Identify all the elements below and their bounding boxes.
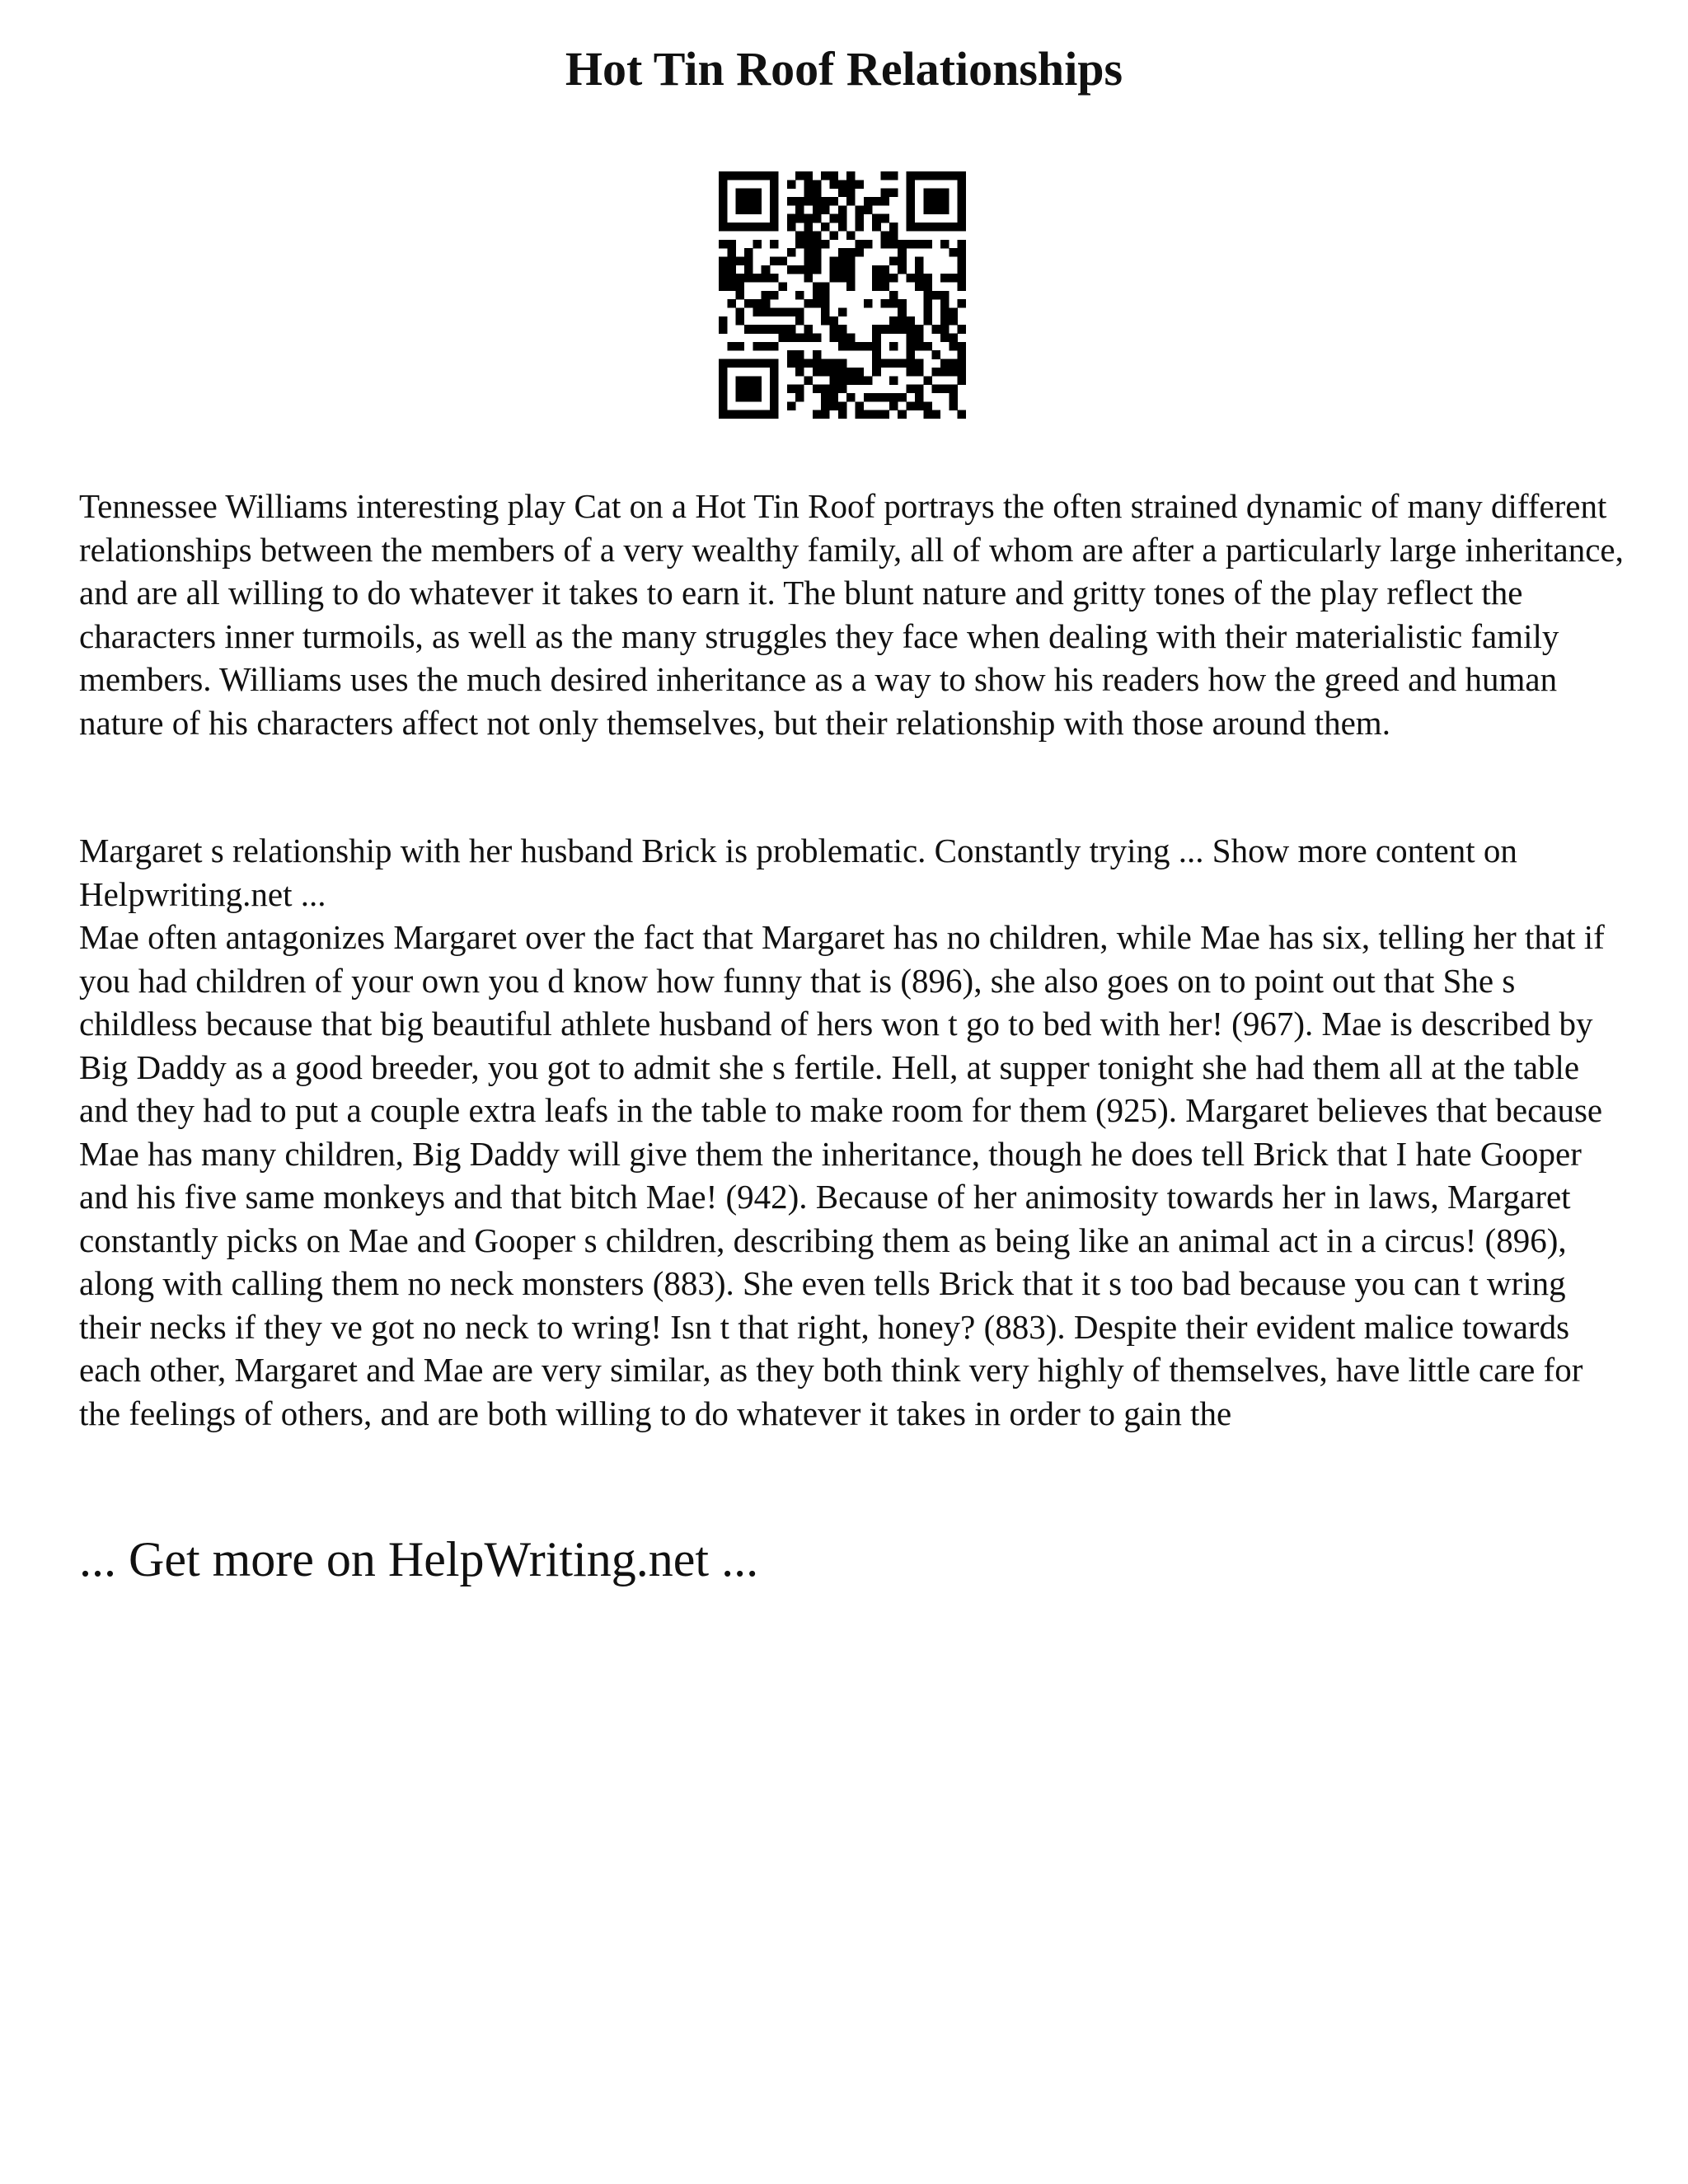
paragraph-teaser: Margaret s relationship with her husband Brick is problematic. Constantly trying ... Show more content on Helpwriting.net ... bbox=[79, 832, 1517, 913]
qr-code-icon bbox=[719, 171, 966, 419]
qr-code bbox=[719, 171, 966, 419]
paragraph-intro: Tennessee Williams interesting play Cat on a Hot Tin Roof portrays the often strained dynamic of many different relationships between the members of a very wealthy family, all of whom are after a particularly large inheritance, and are all willing to do whatever it takes to earn it. The blunt nature and gritty tones of the play reflect the characters inner turmoils, as well as the many struggles they face when dealing with their materialistic family members. Williams uses the much desired inheritance as a way to show his readers how the greed and human nature of his characters affect not only themselves, but their relationship with those around them. bbox=[79, 487, 1624, 742]
paragraph-main: Mae often antagonizes Margaret over the fact that Margaret has no children, while Mae has six, telling her that if you had children of your own you d know how funny that is (896), she also goes on to point out that She s childless because that big beautiful athlete husband of hers won t go to bed with her! (967). Mae is described by Big Daddy as a good breeder, you got to admit she s fertile. Hell, at supper tonight she had them all at the table and they had to put a couple extra leafs in the table to make room for them (925). Margaret believes that because Mae has many children, Big Daddy will give them the inheritance, though he does tell Brick that I hate Gooper and his five same monkeys and that bitch Mae! (942). Because of her animosity towards her in laws, Margaret constantly picks on Mae and Gooper s children, describing them as being like an animal act in a circus! (896), along with calling them no neck monsters (883). She even tells Brick that it s too bad because you can t wring their necks if they ve got no neck to wring! Isn t that right, honey? (883). Despite their evident malice towards each other, Margaret and Mae are very similar, as they both think very highly of themselves, have little care for the feelings of others, and are both willing to do whatever it takes in order to gain the bbox=[79, 918, 1605, 1432]
page-title: Hot Tin Roof Relationships bbox=[565, 42, 1123, 96]
get-more-link[interactable]: ... Get more on HelpWriting.net ... bbox=[79, 1532, 759, 1586]
